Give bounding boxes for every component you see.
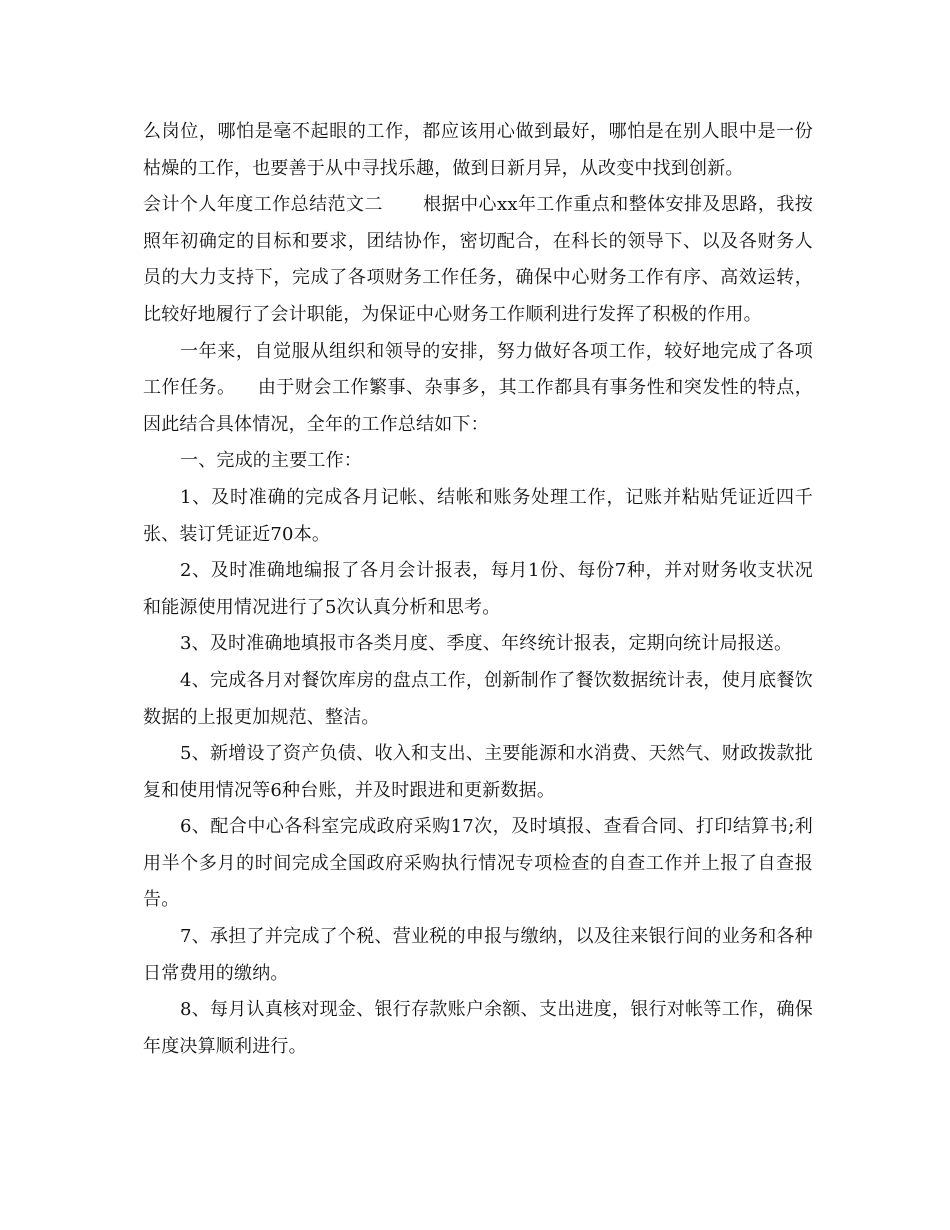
list-item: 5、新增设了资产负债、收入和支出、主要能源和水消费、天然气、财政拨款批复和使用情况等6种台账，并及时跟进和更新数据。: [143, 743, 813, 801]
list-item: 8、每月认真核对现金、银行存款账户余额、支出进度，银行对帐等工作，确保年度决算顺利进行。: [143, 999, 813, 1057]
list-item: 4、完成各月对餐饮库房的盘点工作，创新制作了餐饮数据统计表，使月底餐饮数据的上报更加规范、整洁。: [143, 669, 813, 728]
paragraph-intro: [143, 187, 813, 333]
paragraph-overview: [143, 334, 813, 444]
paragraph-continuation: 么岗位，哪怕是毫不起眼的工作，都应该用心做到最好，哪怕是在别人眼中是一份枯燥的工作，也要善于从中寻找乐趣，做到日新月异，从改变中找到创新。: [143, 121, 813, 179]
paragraph-overview-text-b: 由于财会工作繁事、杂事多，其工作都具有事务性和突发性的特点，因此结合具体情况，全年的工作总结如下：: [143, 377, 814, 435]
section-heading: 会计个人年度工作总结范文二: [143, 194, 383, 216]
list-item: 6、配合中心各科室完成政府采购17次，及时填报、查看合同、打印结算书;利用半个多月的时间完成全国政府采购执行情况专项检查的自查工作并上报了自查报告。: [143, 816, 813, 911]
paragraph-overview-text-a: 一年来，自觉服从组织和领导的安排，努力做好各项工作，较好地完成了各项工作任务。: [143, 340, 813, 399]
list-item: 3、及时准确地填报市各类月度、季度、年终统计报表，定期向统计局报送。: [180, 633, 793, 655]
document-body: [143, 114, 813, 1065]
list-item: 1、及时准确的完成各月记帐、结帐和账务处理工作，记账并粘贴凭证近四千张、装订凭证近70本。: [143, 486, 813, 545]
section-subheading: 一、完成的主要工作：: [180, 450, 362, 472]
list-item: 7、承担了并完成了个税、营业税的申报与缴纳，以及往来银行间的业务和各种日常费用的缴纳。: [143, 926, 813, 984]
paragraph-intro-text: 根据中心xx年工作重点和整体安排及思路，我按照年初确定的目标和要求，团结协作，密切配合，在科长的领导下、以及各财务人员的大力支持下，完成了各项财务工作任务，确保中心财务工作有序、高效运转，比较好地履行了会计职能，为保证中心财务工作顺利进行发挥了积极的作用。: [143, 194, 813, 325]
list-item: 2、及时准确地编报了各月会计报表，每月1份、每份7种，并对财务收支状况和能源使用情况进行了5次认真分析和思考。: [143, 560, 813, 618]
